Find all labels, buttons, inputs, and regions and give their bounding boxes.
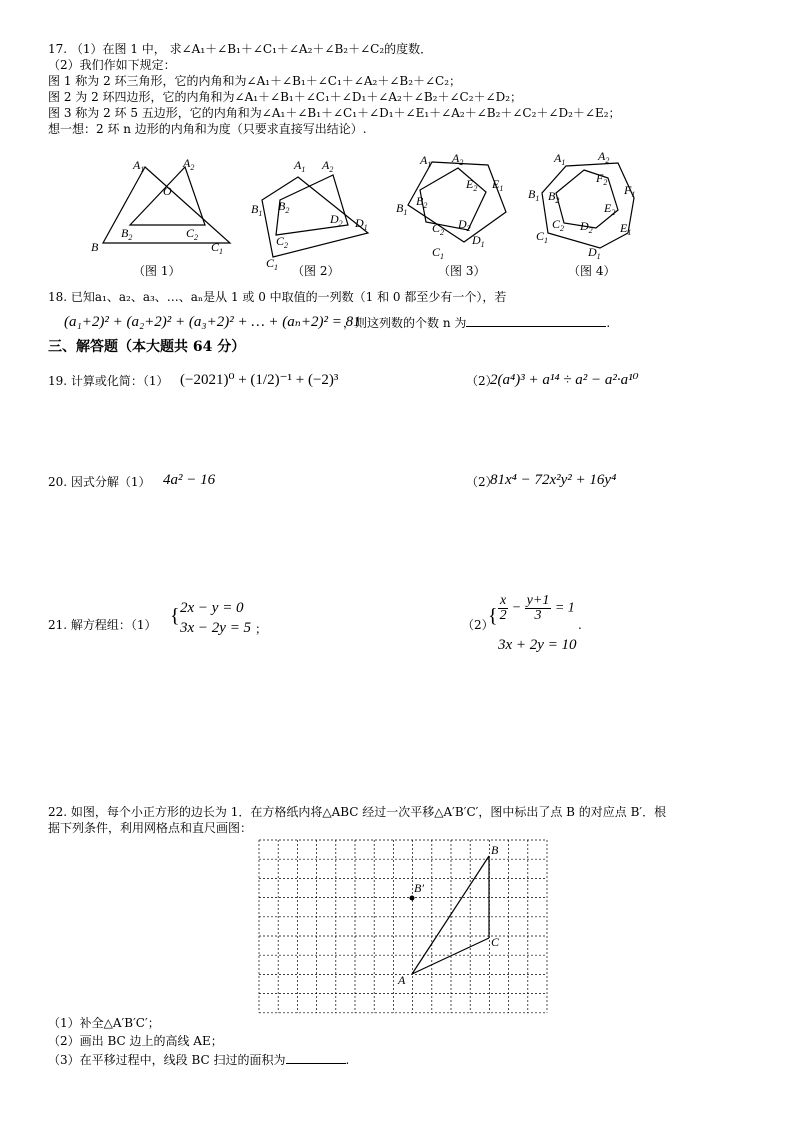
q17-line2: （2）我们作如下规定： [48, 58, 176, 72]
q22-line1: 22. 如图，每个小正方形的边长为 1．在方格纸内将△ABC 经过一次平移△A′B′C′，图中标出了点 B 的对应点 B′．根 [48, 805, 667, 819]
q20-part2-label: （2） [466, 475, 498, 489]
q22-line2: 据下列条件，利用网格点和直尺画图： [48, 821, 253, 835]
label-C1: $C_1$ [211, 240, 224, 256]
label-A1: $A_1$ [294, 158, 306, 174]
label-B1: $B_1$ [251, 202, 263, 218]
q21-sys1-eq2: 3x − 2y = 5 [180, 620, 252, 636]
label-B: B [491, 843, 499, 857]
q21-frac2 [525, 594, 552, 623]
q18-line1: 18. 已知a₁、a₂、a₃、…、aₙ是从 1 或 0 中取值的一列数（1 和 0 都至少有一个），若 [48, 290, 507, 304]
caption-fig3: （图 3） [438, 264, 486, 278]
q18-tail [343, 315, 610, 331]
figure-4 [528, 148, 653, 263]
q21-frac1-num: x [500, 593, 507, 608]
label-B2: $B_2$ [416, 194, 428, 210]
label-O: O [163, 184, 172, 198]
q21-sys2-eq2: 3x + 2y = 10 [498, 637, 577, 653]
label-A2: $A_2$ [322, 158, 334, 174]
label-E1: $E_1$ [620, 221, 632, 237]
label-C1: $C_1$ [536, 229, 549, 245]
caption-fig2: （图 2） [292, 264, 340, 278]
caption-fig4: （图 4） [568, 264, 616, 278]
q21-rhs: = 1 [554, 600, 575, 616]
q22-sub1: （1）补全△A′B′C′； [48, 1016, 160, 1030]
q22-sub3 [48, 1052, 349, 1068]
label-D1: $D_1$ [588, 245, 601, 261]
label-A1: $A_1$ [133, 158, 145, 174]
q20-part2: 81x⁴ − 72x²y² + 16y⁴ [490, 472, 617, 488]
label-C2: $C_2$ [276, 234, 289, 250]
label-A1: $A_1$ [554, 151, 566, 167]
label-F1: $F_1$ [624, 183, 636, 199]
q20-part1: 4a² − 16 [163, 472, 216, 488]
figure-3 [396, 150, 526, 262]
q17-line4: 图 2 为 2 环四边形，它的内角和为∠A₁＋∠B₁＋∠C₁＋∠D₁＋∠A₂＋∠B₂＋∠C₂＋∠D₂； [48, 90, 523, 104]
q22-answer-blank[interactable] [286, 1052, 346, 1064]
q19-part2-label: （2） [466, 374, 498, 388]
label-B2: $B_2$ [548, 189, 560, 205]
label-A2: $A_2$ [598, 149, 610, 165]
q17-line6: 想一想：2 环 n 边形的内角和为度（只要求直接写出结论）. [48, 122, 367, 136]
q21-sys2-eq1 [498, 594, 575, 623]
q17-line5: 图 3 称为 2 环 5 五边形，它的内角和为∠A₁＋∠B₁＋∠C₁＋∠D₁＋∠E₁＋∠A₂＋∠B₂＋∠C₂＋∠D₂＋∠E₂； [48, 106, 621, 120]
label-D2: $D_2$ [458, 217, 471, 233]
q21-minus: − [511, 600, 522, 616]
q21-brace2: { [488, 605, 498, 627]
q22-sub3-text: （3）在平移过程中，线段 BC 扫过的面积为 [48, 1053, 286, 1067]
q17-line1: 17. （1）在图 1 中， 求∠A₁＋∠B₁＋∠C₁＋∠A₂＋∠B₂＋∠C₂的度数． [48, 42, 433, 56]
q20-label: 20. 因式分解（1） [48, 475, 151, 489]
q21-brace1: { [170, 605, 180, 627]
label-C2: $C_2$ [186, 226, 199, 242]
q21-label: 21. 解方程组：（1） [48, 618, 157, 632]
point-Bprime [410, 896, 415, 901]
label-Bprime: B′ [414, 881, 424, 895]
caption-fig1: （图 1） [133, 264, 181, 278]
q22-sub2: （2）画出 BC 边上的高线 AE； [48, 1034, 223, 1048]
label-A2: $A_2$ [452, 151, 464, 167]
q21-frac1-den: 2 [499, 608, 507, 623]
q18-end: . [606, 316, 611, 330]
label-C2: $C_2$ [552, 217, 565, 233]
label-D1: $D_1$ [355, 216, 368, 232]
q21-frac1 [498, 594, 508, 623]
q22-sub3-end: . [345, 1053, 350, 1067]
q19-part2: 2(a⁴)³ + a¹⁴ ÷ a² − a²·a¹⁰ [490, 372, 639, 388]
pentagon-2 [420, 168, 486, 230]
label-B2: $B_2$ [121, 226, 133, 242]
hexagon-1 [542, 163, 634, 248]
label-B1: $B_1$ [528, 187, 540, 203]
label-B1: $B_1$ [396, 201, 408, 217]
q21-frac2-den: 3 [534, 608, 542, 623]
label-F2: $F_2$ [596, 171, 608, 187]
grid-figure [257, 838, 547, 1013]
label-D1: $D_1$ [472, 233, 485, 249]
q17-line3: 图 1 称为 2 环三角形，它的内角和为∠A₁＋∠B₁＋∠C₁＋∠A₂＋∠B₂＋∠C₂； [48, 74, 462, 88]
label-B2: $B_2$ [278, 199, 290, 215]
label-A1: $A_1$ [420, 153, 432, 169]
q21-end: . [578, 618, 582, 632]
label-C2: $C_2$ [432, 221, 445, 237]
q21-sys1-eq1: 2x − y = 0 [180, 600, 244, 616]
q21-part2-label: （2） [462, 618, 494, 632]
label-C1: $C_1$ [432, 245, 445, 261]
q19-label: 19. 计算或化简：（1） [48, 374, 169, 388]
label-B: B [91, 240, 99, 254]
q18-formula: (a₁+2)² + (a₂+2)² + (a₃+2)² + … + (aₙ+2)² = 81 [64, 314, 361, 330]
q21-sep: ； [255, 622, 268, 636]
figure-1 [85, 155, 235, 260]
label-A2: $A_2$ [183, 156, 195, 172]
section-3-heading: 三、解答题（本大题共 64 分） [48, 339, 246, 355]
label-D2: $D_2$ [330, 212, 343, 228]
q19-part1: (−2021)⁰ + (1/2)⁻¹ + (−2)³ [180, 372, 339, 388]
label-D2: $D_2$ [580, 219, 593, 235]
label-A: A [398, 973, 406, 987]
label-C: C [491, 935, 500, 949]
q18-tail-text: ，则这列数的个数 n 为 [343, 316, 467, 330]
label-C1: $C_1$ [266, 256, 279, 272]
label-E2: $E_2$ [604, 201, 616, 217]
label-E2: $E_2$ [466, 177, 478, 193]
q18-answer-blank[interactable] [466, 315, 606, 327]
q21-frac2-num: y+1 [526, 593, 550, 608]
label-E1: $E_1$ [492, 177, 504, 193]
